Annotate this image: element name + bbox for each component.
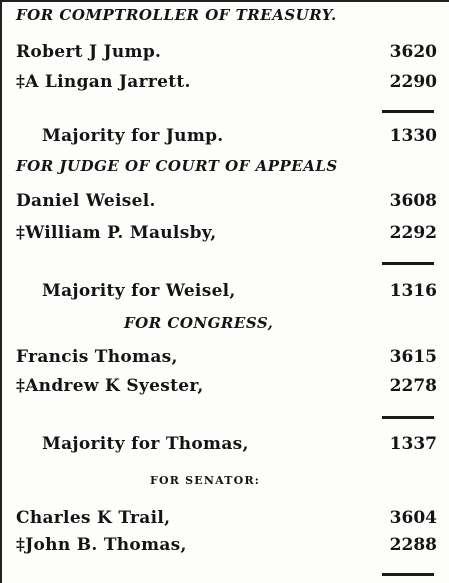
vote-count: 2290 [389,72,437,92]
majority-label: Majority for Weisel, [42,281,236,301]
section-heading-congress: FOR CONGRESS, [124,314,274,332]
vote-count: 2288 [389,535,437,555]
candidate-name: Charles K Trail, [16,508,171,528]
vote-count: 3604 [389,508,437,528]
majority-value: 1316 [389,281,437,301]
majority-label: Majority for Jump. [42,126,224,146]
vote-count: 2278 [389,376,437,396]
candidate-name: ‡A Lingan Jarrett. [16,72,191,92]
majority-label: Majority for Thomas, [42,434,249,454]
candidate-name: Daniel Weisel. [16,191,156,211]
vote-count: 2292 [389,223,437,243]
candidate-name: ‡John B. Thomas, [16,535,187,555]
sum-rule [382,110,434,113]
sum-rule [382,573,434,576]
majority-value: 1337 [389,434,437,454]
vote-count: 3608 [389,191,437,211]
vote-count: 3615 [389,347,437,367]
candidate-name: ‡Andrew K Syester, [16,376,204,396]
candidate-name: Robert J Jump. [16,42,162,62]
majority-value: 1330 [389,126,437,146]
vote-count: 3620 [389,42,437,62]
section-heading-senator: FOR SENATOR: [150,474,261,487]
candidate-name: ‡William P. Maulsby, [16,223,217,243]
section-heading-comptroller: FOR COMPTROLLER OF TREASURY. [16,6,337,24]
sum-rule [382,262,434,265]
section-heading-judge: FOR JUDGE OF COURT OF APPEALS [16,157,338,175]
sum-rule [382,416,434,419]
candidate-name: Francis Thomas, [16,347,178,367]
